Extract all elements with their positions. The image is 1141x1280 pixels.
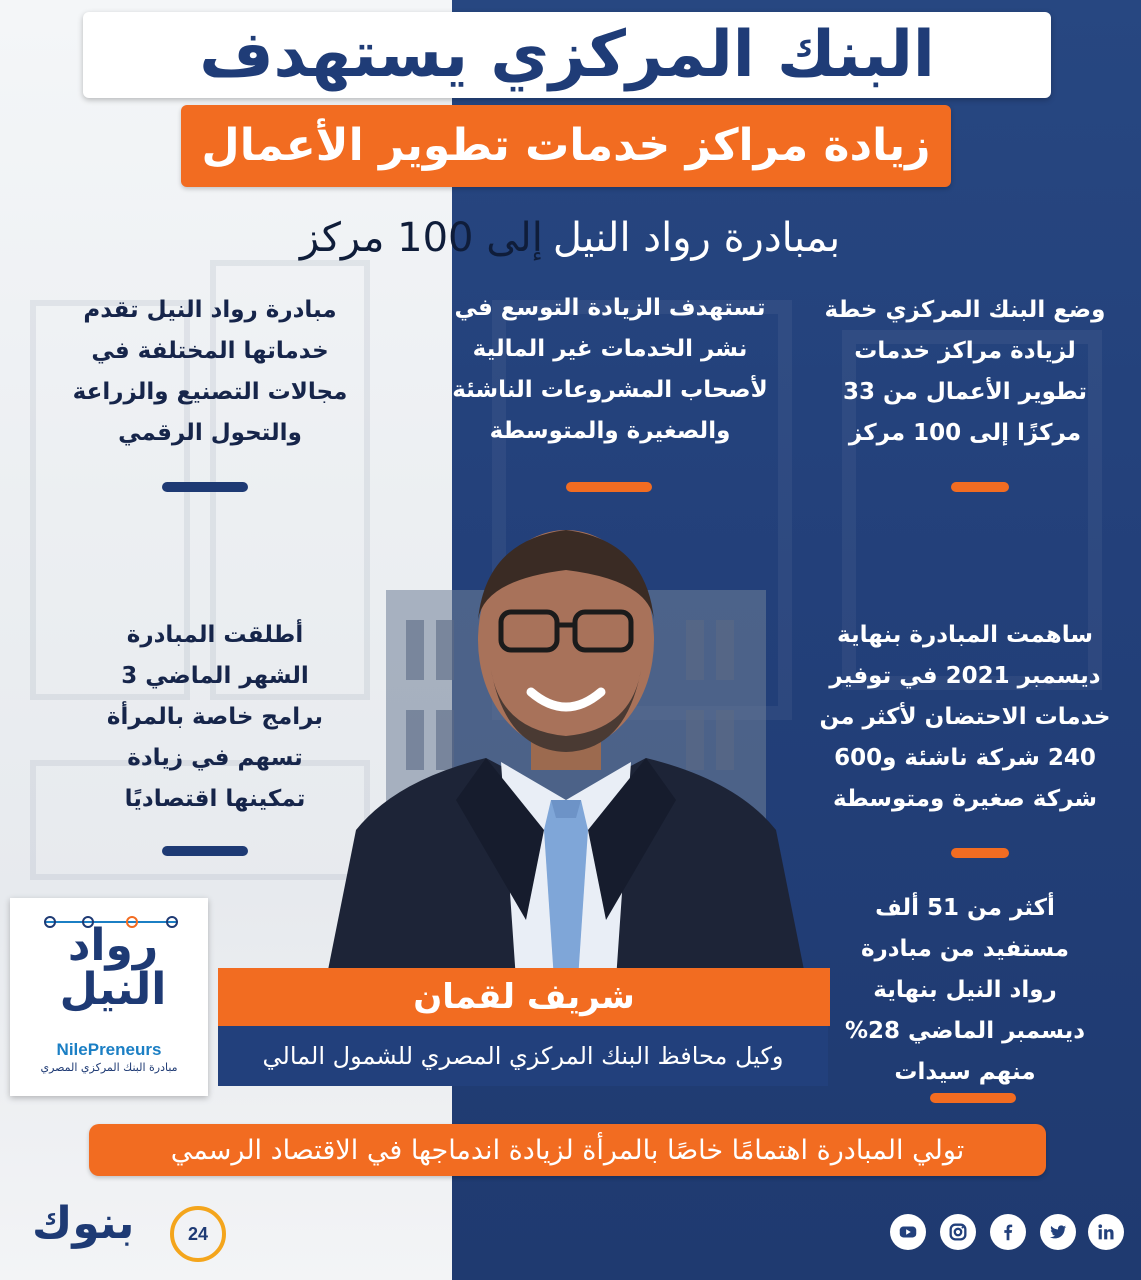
fact-line: وضع البنك المركزي خطة xyxy=(824,297,1106,323)
fact-line: أطلقت المبادرة xyxy=(126,622,304,648)
fact-line: شركة صغيرة ومتوسطة xyxy=(832,785,1098,812)
logo-title-line: النيل xyxy=(59,964,167,1015)
fact-block-plan xyxy=(800,290,1130,454)
fact-line: مستفيد من مبادرة xyxy=(860,935,1070,962)
brand-name: بنوك xyxy=(32,1198,135,1249)
fact-line: والصغيرة والمتوسطة xyxy=(489,417,731,444)
tagline xyxy=(180,208,960,268)
fact-line: أكثر من 51 ألف xyxy=(875,895,1055,921)
youtube-icon[interactable] xyxy=(890,1214,926,1250)
nilepreneurs-logo xyxy=(10,898,208,1096)
person-role: وكيل محافظ البنك المركزي المصري للشمول المالي xyxy=(262,1042,784,1070)
fact-line: 240 شركة ناشئة و600 xyxy=(834,744,1096,771)
fact-block-beneficiaries xyxy=(830,888,1100,1093)
instagram-icon[interactable] xyxy=(940,1214,976,1250)
fact-line: ساهمت المبادرة بنهاية xyxy=(837,622,1093,648)
divider-bar xyxy=(951,848,1009,858)
divider-bar xyxy=(566,482,652,492)
divider-bar xyxy=(951,482,1009,492)
fact-block-services xyxy=(40,290,380,454)
fact-line: نشر الخدمات غير المالية xyxy=(472,335,748,362)
person-role-plate xyxy=(218,1026,828,1086)
fact-line: والتحول الرقمي xyxy=(118,419,302,446)
divider-bar xyxy=(162,482,248,492)
logo-title-line: رواد xyxy=(67,920,159,971)
bonook-brand-logo[interactable] xyxy=(20,1198,235,1270)
fact-line: تطوير الأعمال من 33 xyxy=(842,378,1088,405)
person-name-plate xyxy=(218,968,830,1026)
fact-line: تستهدف الزيادة التوسع في xyxy=(454,295,766,321)
fact-line: مركزًا إلى 100 مركز xyxy=(848,419,1082,446)
divider-bar xyxy=(162,846,248,856)
fact-line: ديسمبر الماضي 28% xyxy=(844,1017,1086,1044)
twitter-icon[interactable] xyxy=(1040,1214,1076,1250)
tagline-prefix: بمبادرة رواد النيل xyxy=(552,215,841,261)
fact-line: مجالات التصنيع والزراعة xyxy=(72,378,348,405)
clock-icon xyxy=(170,1206,226,1262)
subheadline-box xyxy=(181,105,951,187)
headline-box xyxy=(83,12,1051,98)
fact-line: تمكينها اقتصاديًا xyxy=(124,785,306,812)
fact-block-target xyxy=(440,288,780,452)
fact-block-incubation xyxy=(800,615,1130,820)
fact-line: لزيادة مراكز خدمات xyxy=(854,337,1076,364)
fact-line: خدماتها المختلفة في xyxy=(91,337,329,364)
fact-line: خدمات الاحتضان لأكثر من xyxy=(819,703,1111,730)
fact-line: رواد النيل بنهاية xyxy=(873,976,1057,1003)
facebook-icon[interactable] xyxy=(990,1214,1026,1250)
linkedin-icon[interactable] xyxy=(1088,1214,1124,1250)
divider-bar xyxy=(930,1093,1016,1103)
fact-line: برامج خاصة بالمرأة xyxy=(106,703,324,730)
logo-subtitle: مبادرة البنك المركزي المصري xyxy=(40,1061,178,1074)
clock-label: 24 xyxy=(187,1223,209,1244)
fact-block-women-programs xyxy=(40,615,390,820)
footer-banner-text: تولي المبادرة اهتمامًا خاصًا بالمرأة لزيادة اندماجها في الاقتصاد الرسمي xyxy=(170,1134,965,1166)
fact-line: تسهم في زيادة xyxy=(127,744,303,771)
logo-latin-name: NilePreneurs xyxy=(56,1040,162,1059)
fact-line: منهم سيدات xyxy=(894,1058,1036,1085)
fact-line: الشهر الماضي 3 xyxy=(121,662,309,689)
subheadline-title: زيادة مراكز خدمات تطوير الأعمال xyxy=(201,120,931,171)
headline-title: البنك المركزي يستهدف xyxy=(199,18,935,92)
logo-title xyxy=(38,920,188,1015)
fact-line: ديسمبر 2021 في توفير xyxy=(829,662,1101,689)
tagline-suffix: إلى 100 مركز xyxy=(299,215,543,261)
fact-line: لأصحاب المشروعات الناشئة xyxy=(452,376,768,403)
footer-banner xyxy=(89,1124,1046,1176)
fact-line: مبادرة رواد النيل تقدم xyxy=(83,297,337,323)
person-name: شريف لقمان xyxy=(413,977,635,1017)
